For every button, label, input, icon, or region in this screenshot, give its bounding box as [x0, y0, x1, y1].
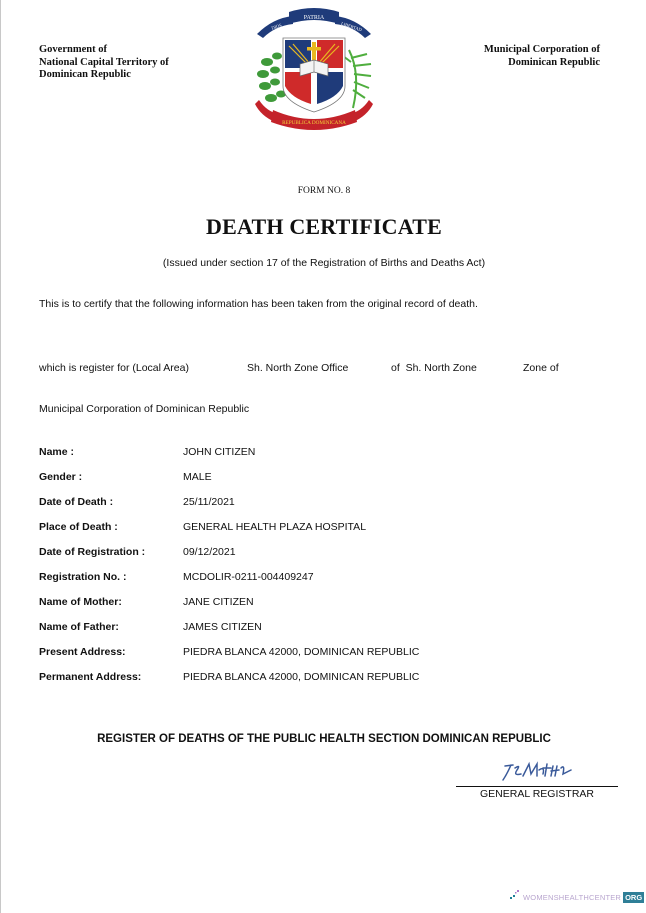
local-area-zone: of Sh. North Zone [391, 362, 477, 374]
svg-text:DIOS: DIOS [270, 22, 283, 31]
field-label-name: Name : [39, 446, 75, 458]
issuer-line: Dominican Republic [39, 69, 131, 80]
field-label-father: Name of Father: [39, 621, 119, 633]
local-area-prefix: which is register for (Local Area) [39, 362, 189, 374]
issuer-line: National Capital Territory of [39, 56, 169, 68]
issuer-line: Dominican Republic [508, 56, 600, 68]
field-label-present-address: Present Address: [39, 646, 126, 658]
register-heading: REGISTER OF DEATHS OF THE PUBLIC HEALTH SECTION DOMINICAN REPUBLIC [97, 733, 551, 745]
svg-text:LIBERTAD: LIBERTAD [340, 20, 363, 33]
watermark-badge: ORG [625, 892, 643, 902]
watermark-text: WOMENSHEALTHCENTER [523, 892, 622, 902]
field-value-date-of-death: 25/11/2021 [183, 496, 235, 508]
field-value-permanent-address: PIEDRA BLANCA 42000, DOMINICAN REPUBLIC [183, 671, 420, 683]
field-label-place-of-death: Place of Death : [39, 521, 118, 533]
issued-under-note: (Issued under section 17 of the Registration of Births and Deaths Act) [162, 257, 486, 269]
svg-text:REPUBLICA DOMINICANA: REPUBLICA DOMINICANA [282, 120, 346, 126]
field-label-mother: Name of Mother: [39, 596, 122, 608]
field-value-father: JAMES CITIZEN [183, 621, 262, 633]
field-value-place-of-death: GENERAL HEALTH PLAZA HOSPITAL [183, 521, 367, 533]
dots-logo-icon [509, 888, 521, 906]
field-label-date-of-registration: Date of Registration : [39, 546, 146, 558]
field-label-permanent-address: Permanent Address: [39, 671, 142, 683]
field-value-name: JOHN CITIZEN [183, 446, 256, 458]
field-value-registration-no: MCDOLIR-0211-004409247 [183, 571, 314, 583]
svg-text:PATRIA: PATRIA [303, 15, 325, 21]
municipal-corporation-line: Municipal Corporation of Dominican Republic [39, 403, 250, 415]
signature-title: GENERAL REGISTRAR [480, 788, 594, 800]
document-title: DEATH CERTIFICATE [206, 214, 442, 239]
form-number: FORM NO. 8 [297, 186, 351, 196]
watermark [509, 890, 644, 904]
field-label-registration-no: Registration No. : [39, 571, 127, 583]
field-value-present-address: PIEDRA BLANCA 42000, DOMINICAN REPUBLIC [183, 646, 420, 658]
issuer-municipal-corporation [484, 44, 600, 69]
field-value-gender: MALE [183, 471, 212, 483]
issuer-line: Government of [39, 44, 107, 55]
field-label-date-of-death: Date of Death : [39, 496, 114, 508]
local-area-zone-of: Zone of [523, 362, 559, 374]
handwritten-signature-icon [499, 760, 579, 782]
field-value-date-of-registration: 09/12/2021 [183, 546, 236, 558]
field-value-mother: JANE CITIZEN [183, 596, 254, 608]
issuer-government [39, 44, 169, 82]
field-label-gender: Gender : [39, 471, 83, 483]
signature-line [456, 786, 618, 787]
issuer-line: Municipal Corporation of [483, 44, 600, 55]
local-area-office: Sh. North Zone Office [247, 362, 349, 374]
certify-statement: This is to certify that the following information has been taken from the original record of death. [39, 298, 478, 310]
dominican-coat-of-arms-icon [253, 4, 375, 136]
